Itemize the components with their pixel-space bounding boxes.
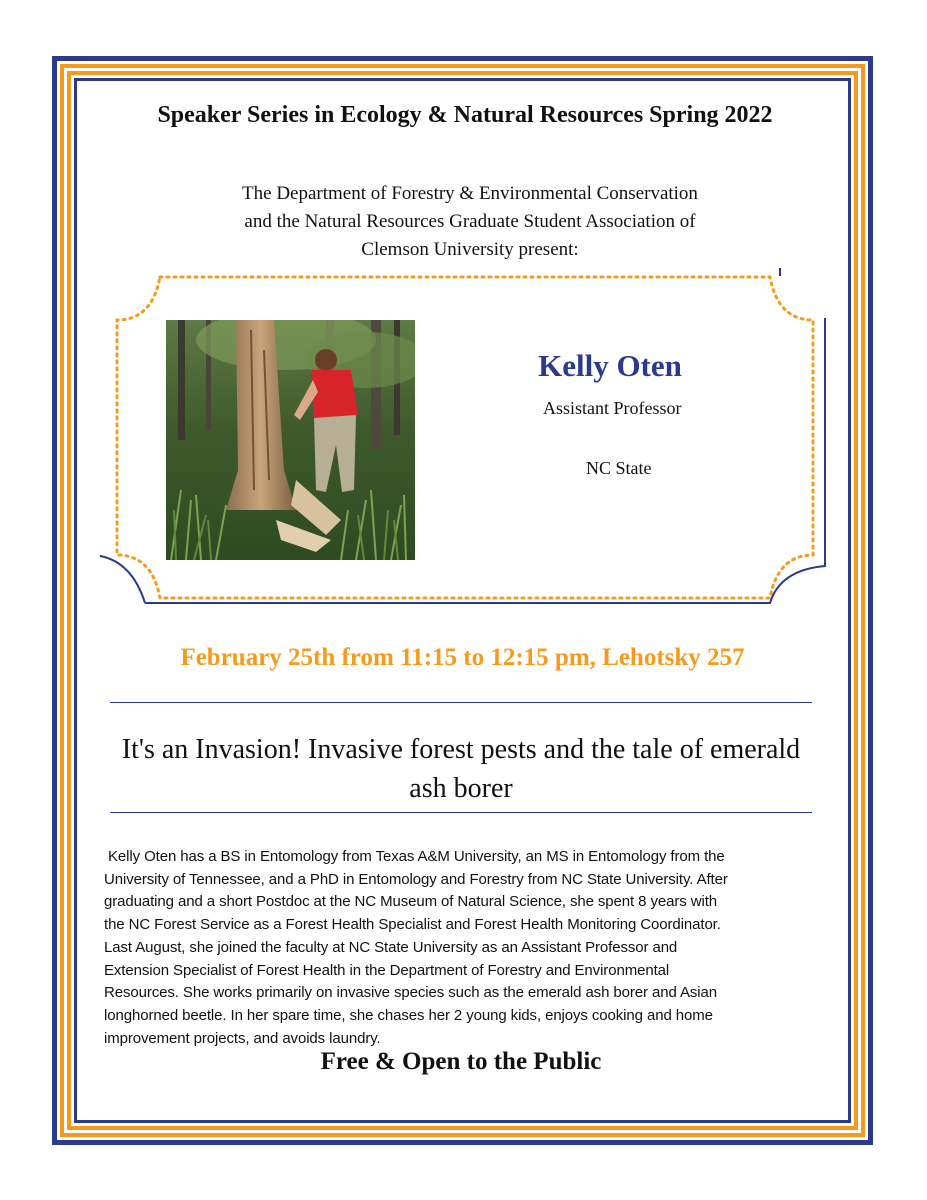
divider — [110, 702, 812, 703]
series-title: Speaker Series in Ecology & Natural Resources Spring 2022 — [157, 102, 773, 128]
speaker-bio — [104, 846, 842, 1050]
speaker-affiliation: NC State — [586, 458, 652, 478]
speaker-photo — [166, 320, 415, 560]
bio-line: Extension Specialist of Forest Health in the Department of Forestry and Environmental — [104, 961, 670, 979]
bio-line: graduating and a short Postdoc at the NC Museum of Natural Science, she spent 8 years with — [104, 893, 718, 911]
bio-line: longhorned beetle. In her spare time, she chases her 2 young kids, enjoys cooking and home — [104, 1006, 713, 1024]
bio-line: the NC Forest Service as a Forest Health Specialist and Forest Health Monitoring Coordinator. — [104, 916, 721, 934]
talk-title: It's an Invasion! Invasive forest pests and the tale of emerald ash borer — [121, 734, 801, 804]
presenters-line: The Department of Forestry & Environmental Conservation — [242, 183, 698, 204]
event-date-location: February 25th from 11:15 to 12:15 pm, Lehotsky 257 — [180, 644, 745, 671]
bio-line: University of Tennessee, and a PhD in Entomology and Forestry from NC State University. After — [104, 870, 728, 888]
bio-line: Last August, she joined the faculty at NC State University as an Assistant Professor and — [104, 938, 678, 956]
presenters-line: Clemson University present: — [361, 239, 579, 260]
divider — [110, 812, 812, 813]
photo-forest-icon — [166, 320, 415, 560]
speaker-name: Kelly Oten — [538, 348, 682, 383]
bio-line: Resources. She works primarily on invasive species such as the emerald ash borer and Asian — [104, 984, 717, 1002]
presenters-line: and the Natural Resources Graduate Student Association of — [244, 211, 696, 232]
free-open-note: Free & Open to the Public — [320, 1048, 602, 1075]
speaker-title: Assistant Professor — [543, 398, 682, 418]
bio-line: Kelly Oten has a BS in Entomology from Texas A&M University, an MS in Entomology from the — [108, 848, 725, 865]
bio-line: improvement projects, and avoids laundry. — [104, 1029, 381, 1047]
